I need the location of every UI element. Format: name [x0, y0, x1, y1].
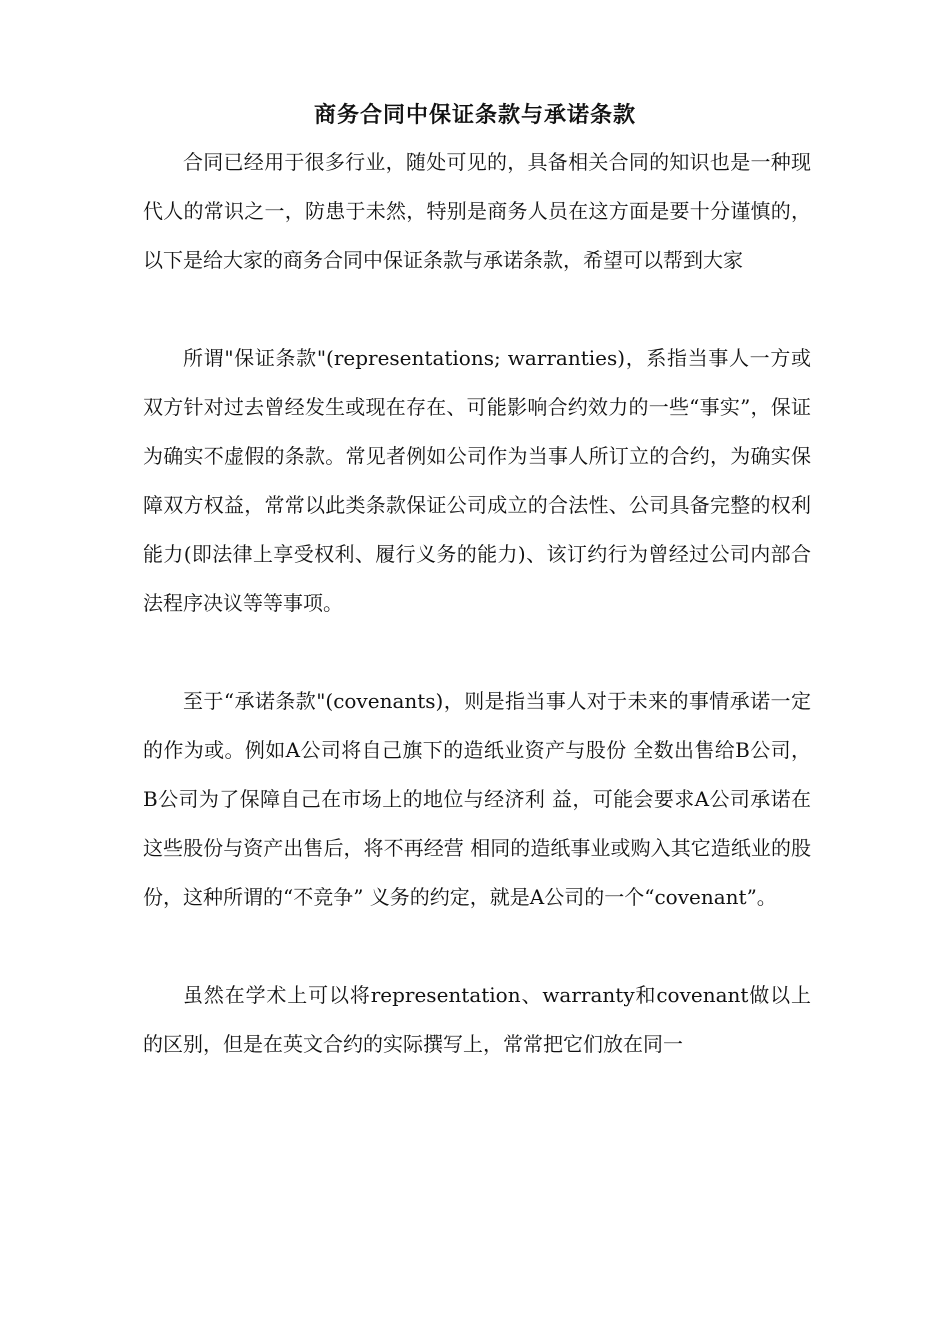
- document-title: 商务合同中保证条款与承诺条款: [313, 102, 636, 128]
- paragraph-distinction: 虽然在学术上可以将representation、warranty和covenant做以上的区别，但是在英文合约的实际撰写上，常常把它们放在同一: [143, 983, 811, 1056]
- paragraph-representations: 所谓"保证条款"(representations; warranties)，系指当事人一方或双方针对过去曾经发生或现在存在、可能影响合约效力的一些“事实”，保证为确实不虚假的条款。常见者例如公司作为当事人所订立的合约，为确实保障双方权益，常常以此类条款保证公司成立的合法性、公司具备完整的权利能力(即法律上享受权利、履行义务的能力)、该订约行为曾经过公司内部合法程序决议等等事项。: [143, 346, 811, 615]
- paragraph-gap: [143, 922, 811, 971]
- document-body: [143, 138, 811, 1069]
- paragraph-gap: [143, 285, 811, 334]
- paragraph-gap: [143, 628, 811, 677]
- paragraph-intro: 合同已经用于很多行业，随处可见的，具备相关合同的知识也是一种现代人的常识之一，防患于未然，特别是商务人员在这方面是要十分谨慎的，以下是给大家的商务合同中保证条款与承诺条款，希望可以帮到大家: [143, 150, 811, 272]
- paragraph-covenants: 至于“承诺条款"(covenants)，则是指当事人对于未来的事情承诺一定的作为或。例如A公司将自己旗下的造纸业资产与股份 全数出售给B公司，B公司为了保障自己在市场上的地位与经济利 益，可能会要求A公司承诺在这些股份与资产出售后，将不再经营 相同的造纸事业或购入其它造纸业的股份，这种所谓的“不竞争” 义务的约定，就是A公司的一个“covenant”。: [143, 689, 811, 909]
